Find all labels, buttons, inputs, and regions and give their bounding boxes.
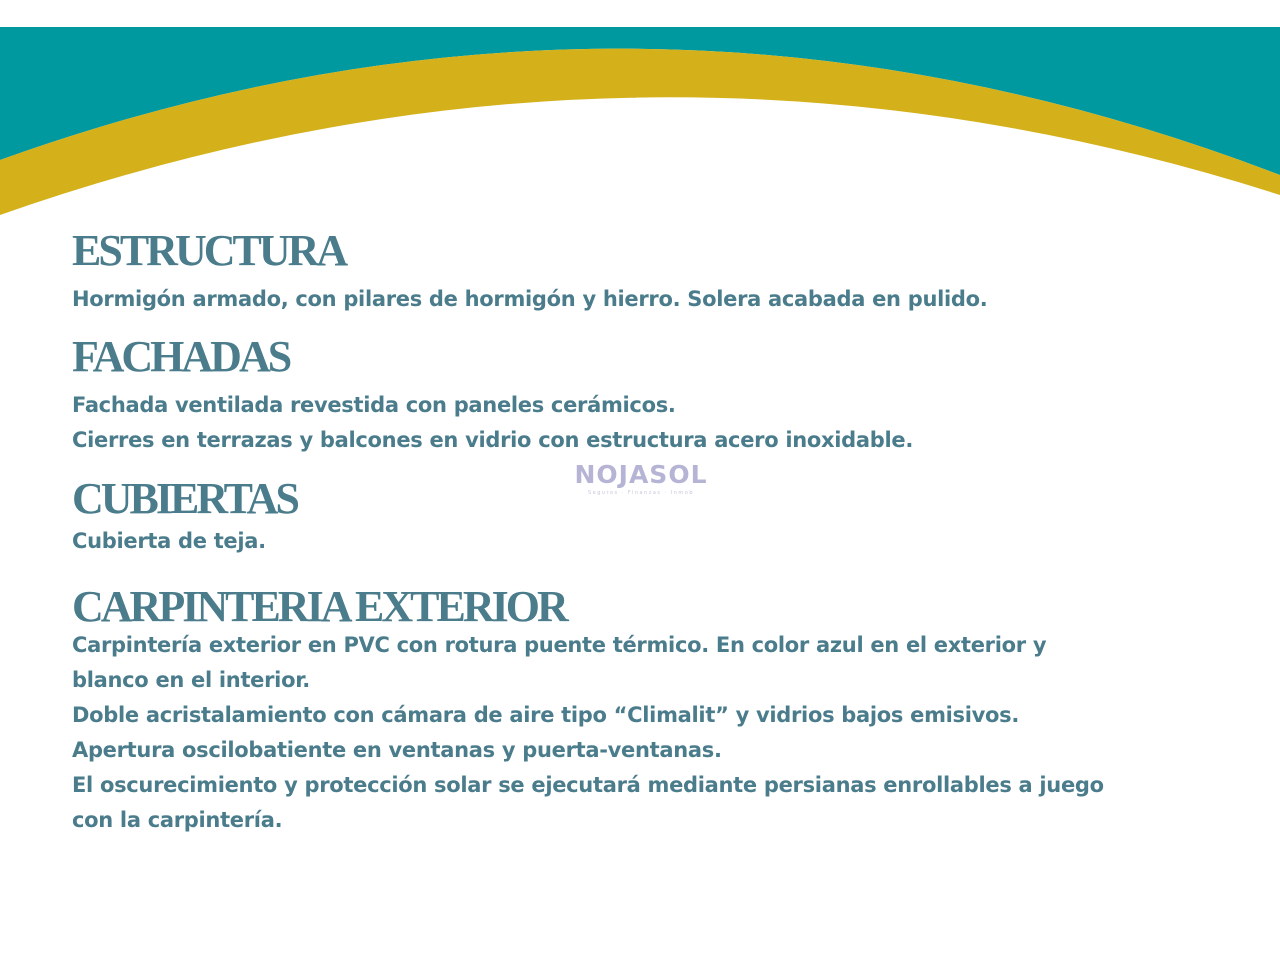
section-line: Cierres en terrazas y balcones en vidrio con estructura acero inoxidable. [72, 428, 914, 452]
section-body-carpinteria [72, 628, 1222, 838]
section-title-cubiertas: CUBIERTAS [72, 473, 297, 524]
watermark-name: NOJASOL [574, 460, 708, 489]
section-carpinteria [72, 578, 1222, 838]
section-cubiertas [72, 470, 297, 559]
section-line: Apertura oscilobatiente en ventanas y puerta-ventanas. [72, 738, 722, 762]
section-body-cubiertas [72, 524, 297, 559]
section-title-estructura: ESTRUCTURA [72, 225, 346, 276]
section-line: Cubierta de teja. [72, 529, 266, 553]
section-line: Doble acristalamiento con cámara de aire tipo “Climalit” y vidrios bajos emisivos. [72, 703, 1020, 727]
section-title-fachadas: FACHADAS [72, 331, 290, 382]
watermark-tagline: Seguros · Finanzas · Inmob [587, 490, 695, 496]
top-white-strip [0, 0, 1280, 27]
section-line: El oscurecimiento y protección solar se ejecutará mediante persianas enrollables a juego [72, 773, 1104, 797]
section-estructura [72, 222, 987, 317]
section-title-carpinteria: CARPINTERIA EXTERIOR [72, 581, 566, 632]
section-body-fachadas [72, 388, 913, 458]
section-line: Carpintería exterior en PVC con rotura puente térmico. En color azul en el exterior y [72, 633, 1047, 657]
section-line: Fachada ventilada revestida con paneles cerámicos. [72, 393, 676, 417]
nojasol-watermark [566, 460, 716, 496]
section-line: Hormigón armado, con pilares de hormigón y hierro. Solera acabada en pulido. [72, 287, 988, 311]
section-body-estructura [72, 282, 987, 317]
section-fachadas [72, 328, 913, 458]
header-wave-decoration [0, 0, 1280, 220]
section-line: blanco en el interior. [72, 668, 310, 692]
section-line: con la carpintería. [72, 808, 283, 832]
